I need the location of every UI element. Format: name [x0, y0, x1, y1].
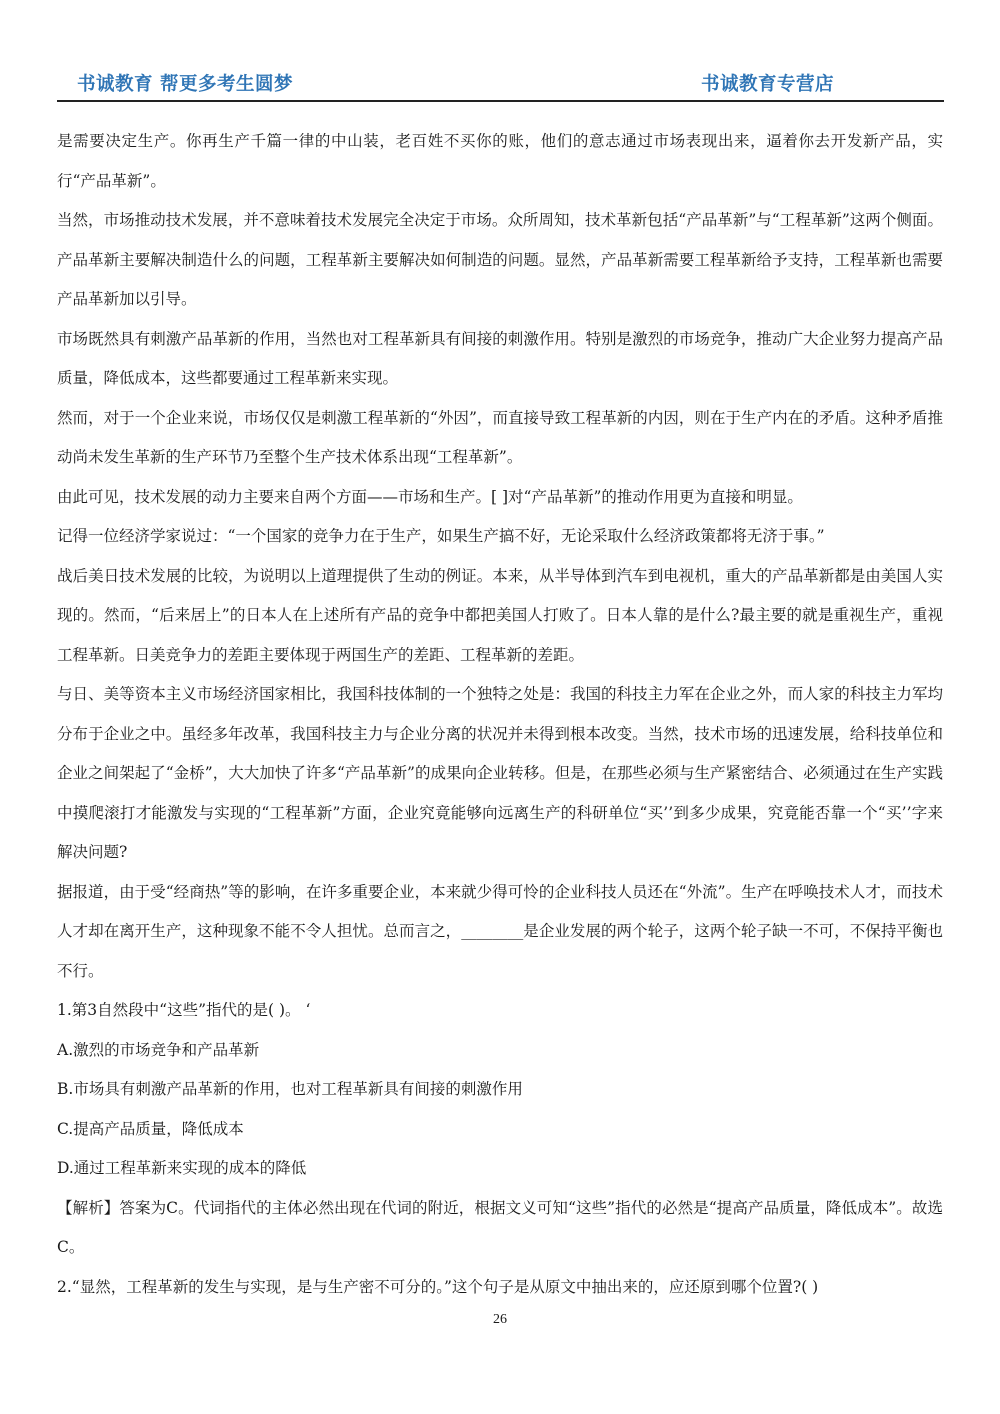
paragraph: 战后美日技术发展的比较，为说明以上道理提供了生动的例证。本来，从半导体到汽车到电视机，重大的产品革新都是由美国人实现的。然而，“后来居上”的日本人在上述所有产品的竞争中都把美国人打败了。日本人靠的是什么?最主要的就是重视生产，重视工程革新。日美竞争力的差距主要体现于两国生产的差距、工程革新的差距。 — [57, 566, 943, 664]
document-body — [57, 122, 943, 1307]
paragraph: 市场既然具有刺激产品革新的作用，当然也对工程革新具有间接的刺激作用。特别是激烈的市场竞争，推动广大企业努力提高产品质量，降低成本，这些都要通过工程革新来实现。 — [57, 329, 943, 387]
question-1-option-c: C.提高产品质量，降低成本 — [57, 1119, 244, 1138]
page-header — [57, 72, 944, 102]
page-number: 26 — [493, 1312, 507, 1327]
paragraph: 据报道，由于受“经商热”等的影响，在许多重要企业，本来就少得可怜的企业科技人员还在“外流”。生产在呼唤技术人才，而技术人才却在离开生产，这种现象不能不令人担忧。总而言之，________是企业发展的两个轮子，这两个轮子缺一不可，不保持平衡也不行。 — [57, 882, 943, 980]
question-2-stem: 2.“显然，工程革新的发生与实现，是与生产密不可分的。”这个句子是从原文中抽出来的，应还原到哪个位置?( ) — [57, 1277, 819, 1296]
question-1-option-b: B.市场具有刺激产品革新的作用，也对工程革新具有间接的刺激作用 — [57, 1080, 523, 1098]
header-right-store: 书诚教育专营店 — [700, 74, 834, 95]
paragraph: 然而，对于一个企业来说，市场仅仅是刺激工程革新的“外因”，而直接导致工程革新的内因，则在于生产内在的矛盾。这种矛盾推动尚未发生革新的生产环节乃至整个生产技术体系出现“工程革新”。 — [57, 408, 943, 466]
question-1-stem: 1.第3自然段中“这些”指代的是( )。 ‘ — [57, 1001, 311, 1019]
question-1-analysis: 【解析】答案为C。代词指代的主体必然出现在代词的附近，根据文义可知“这些”指代的必然是“提高产品质量，降低成本”。故选C。 — [57, 1198, 943, 1256]
paragraph: 是需要决定生产。你再生产千篇一律的中山装，老百姓不买你的账，他们的意志通过市场表现出来，逼着你去开发新产品，实行“产品革新”。 — [57, 132, 943, 190]
paragraph: 当然，市场推动技术发展，并不意味着技术发展完全决定于市场。众所周知，技术革新包括“产品革新”与“工程革新”这两个侧面。产品革新主要解决制造什么的问题，工程革新主要解决如何制造的问题。显然，产品革新需要工程革新给予支持，工程革新也需要产品革新加以引导。 — [57, 211, 943, 308]
question-1-option-a: A.激烈的市场竞争和产品革新 — [57, 1040, 260, 1059]
paragraph: 记得一位经济学家说过：“一个国家的竞争力在于生产，如果生产搞不好，无论采取什么经济政策都将无济于事。” — [57, 527, 825, 545]
paragraph: 由此可见，技术发展的动力主要来自两个方面——市场和生产。[ ]对“产品革新”的推动作用更为直接和明显。 — [57, 487, 803, 506]
header-left-title: 书诚教育 帮更多考生圆梦 — [77, 74, 293, 95]
paragraph: 与日、美等资本主义市场经济国家相比，我国科技体制的一个独特之处是：我国的科技主力军在企业之外，而人家的科技主力军均分布于企业之中。虽经多年改革，我国科技主力与企业分离的状况并未得到根本改变。当然，技术市场的迅速发展，给科技单位和企业之间架起了“金桥”，大大加快了许多“产品革新”的成果向企业转移。但是，在那些必须与生产紧密结合、必须通过在生产实践中摸爬滚打才能激发与实现的“工程革新”方面，企业究竟能够向远离生产的科研单位“买’’到多少成果，究竟能否靠一个“买’’字来解决问题? — [57, 685, 943, 861]
question-1-option-d: D.通过工程革新来实现的成本的降低 — [57, 1159, 307, 1177]
